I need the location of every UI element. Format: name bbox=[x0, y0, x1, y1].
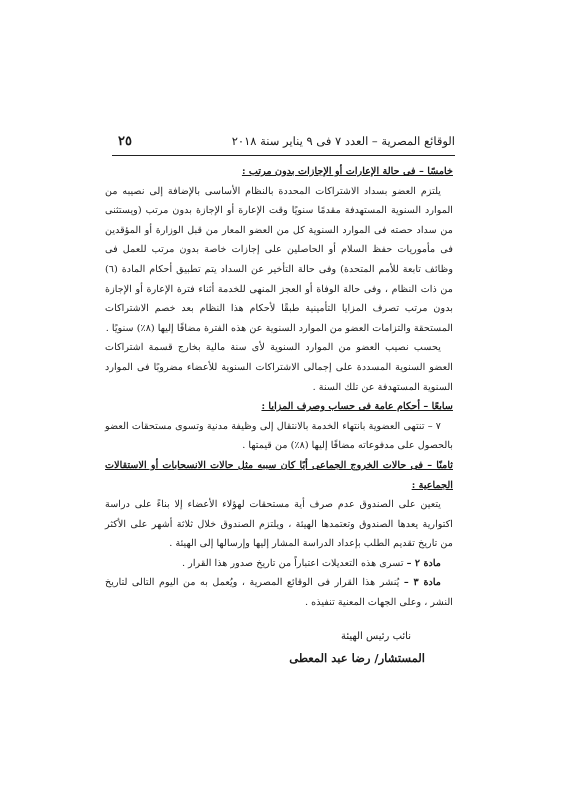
signatory-title: نائب رئيس الهيئة bbox=[341, 630, 411, 642]
page-header bbox=[118, 134, 455, 149]
page-number: ٢٥ bbox=[118, 134, 132, 149]
gazette-title: الوقائع المصرية – العدد ٧ فى ٩ يناير سنة ٢٠١٨ bbox=[231, 134, 455, 148]
paragraph: يلتزم العضو بسداد الاشتراكات المحددة بالنظام الأساسى بالإضافة إلى نصيبه من الموارد السنوية المستهدفة مقدمًا سنويًا وقت الإعارة أو الإجازة بدون مرتب (ويستثنى من سداد حصته فى الموارد السنوية كل من العضو المعار من قبل الوزارة أو المؤقدين فى مأموريات حفظ السلام أو الحاصلين على إجازات خاصة بدون مرتب للعمل فى وظائف تابعة للأمم المتحدة) وفى حالة التأخير عن السداد يتم تطبيق أحكام المادة (٦) من ذات النظام ، وفى حالة الوفاة أو العجز المنهى للخدمة أثناء فترة الإعارة أو الإجازة بدون مرتب تصرف المزايا التأمينية طبقًا لأحكام هذا النظام بعد خصم الاشتراكات المستحقة والتزامات العضو من الموارد السنوية عن هذه الفترة مضافًا إليها (٨٪) سنويًا . bbox=[105, 185, 453, 334]
signatory-name: المستشار/ رضا عبد المعطى bbox=[289, 650, 425, 665]
paragraph: ٧ – تنتهى العضوية بانتهاء الخدمة بالانتقال إلى وظيفة مدنية وتسوى مستحقات العضو بالحصول على مدفوعاته مضافًا إليها (٨٪) من قيمتها . bbox=[105, 420, 453, 452]
article-text: تسرى هذه التعديلات اعتباراً من تاريخ صدور هذا القرار . bbox=[182, 557, 404, 569]
section-heading-5: خامسًا – فى حالة الإعارات أو الإجازات بدون مرتب : bbox=[241, 166, 453, 177]
section-heading-8: ثامنًا – فى حالات الخروج الجماعى أيًا كان سببه مثل حالات الانسحابات أو الاستقالات الجماعية : bbox=[105, 459, 453, 491]
article-2 bbox=[105, 554, 453, 574]
header-rule bbox=[112, 155, 455, 156]
article-text: يُنشر هذا القرار فى الوقائع المصرية ، ويُعمل به من اليوم التالى لتاريخ النشر ، وعلى الجهات المعنية تنفيذه . bbox=[105, 577, 453, 609]
paragraph: يحسب نصيب العضو من الموارد السنوية لأى سنة مالية بخارج قسمة اشتراكات العضو السنوية المسددة على إجمالى الاشتراكات السنوية للأعضاء مضروبًا فى الموارد السنوية المستهدفة عن تلك السنة . bbox=[105, 342, 453, 393]
article-label: مادة ٢ – bbox=[406, 557, 441, 569]
article-label: مادة ٣ – bbox=[403, 577, 441, 589]
signature-block bbox=[105, 627, 453, 669]
paragraph: يتعين على الصندوق عدم صرف أية مستحقات لهؤلاء الأعضاء إلا بناءً على دراسة اكتوارية يعدها الصندوق وتعتمدها الهيئة ، ويلتزم الصندوق خلال ثلاثة أشهر على الأكثر من تاريخ تقديم الطلب بإعداد الدراسة المشار إليها وإرسالها إلى الهيئة . bbox=[105, 499, 453, 550]
article-3 bbox=[105, 573, 453, 612]
section-heading-7: سابعًا – أحكام عامة فى حساب وصرف المزايا : bbox=[261, 401, 453, 413]
document-body bbox=[105, 162, 453, 669]
